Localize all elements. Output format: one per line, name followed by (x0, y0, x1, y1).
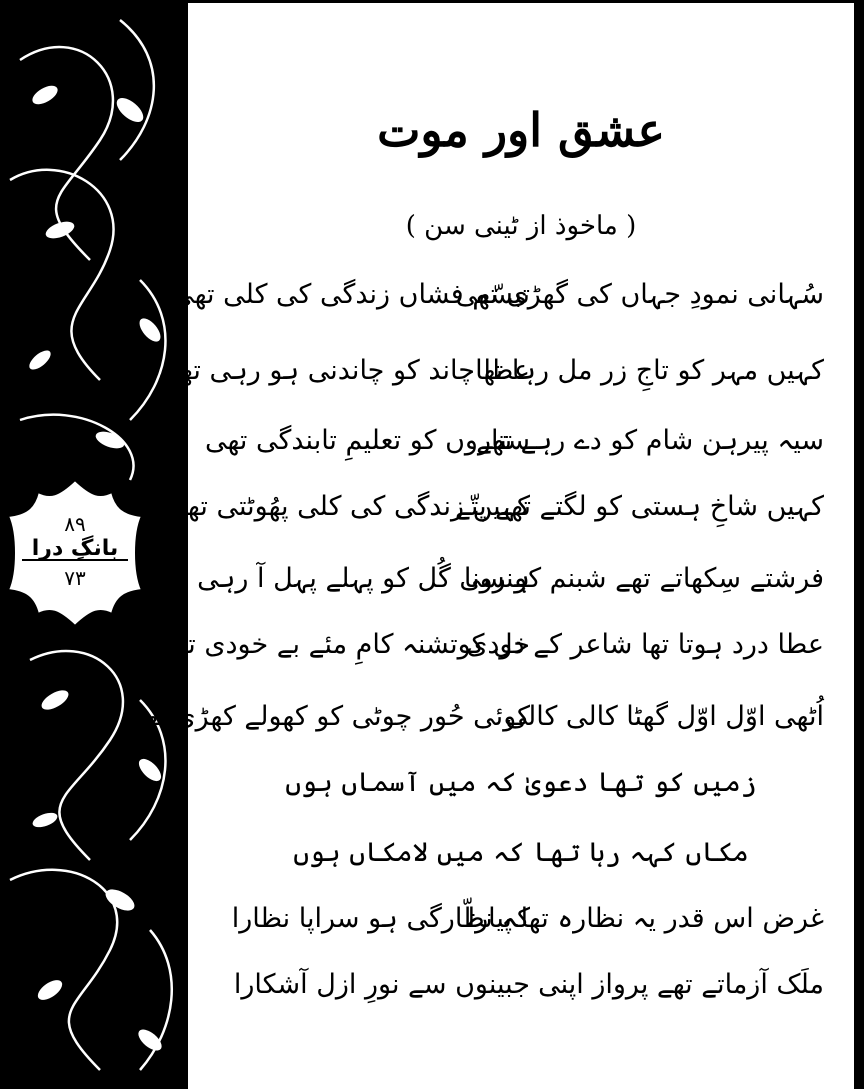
misra-second: جبینوں سے نورِ ازل آشکارا (233, 969, 530, 1000)
couplet (165, 491, 854, 541)
couplet (188, 425, 854, 475)
couplet (146, 563, 854, 613)
couplet (153, 629, 854, 679)
poem-subtitle: ( ماخوذ از ٹینی سن ) (405, 211, 637, 241)
misra-first: ملَک آزماتے تھے پرواز اپنی (538, 969, 824, 1000)
page-medallion (0, 478, 150, 628)
decorative-border (0, 0, 188, 1089)
poem-page (123, 0, 854, 1092)
center-line: مکاں کہہ رہا تھا کہ میں لامکاں ہوں (293, 837, 749, 868)
misra-first: فرشتے سِکھاتے تھے شبنم کو رونا (463, 563, 824, 594)
misra-first: اُٹھی اوّل اوّل گھٹا کالی کالی (505, 701, 824, 732)
book-title: بانگِ درا (31, 536, 119, 561)
couplet (172, 279, 854, 329)
misra-second: تبسّم فشاں زندگی کی کلی تھی (172, 279, 530, 310)
misra-second: ستاروں کو تعلیمِ تابندگی تھی (204, 425, 530, 456)
misra-second: ہنسی گُل کو پہلے پہل آ رہی تھی (146, 563, 530, 594)
center-line: زمیں کو تھا دعویٰ کہ میں آسماں ہوں (285, 767, 757, 798)
page-number-bottom: ۷۳ (64, 566, 86, 590)
misra-first: کہیں شاخِ ہستی کو لگتے تھے پتّے (455, 491, 824, 522)
misra-first: سُہانی نمودِ جہاں کی گھڑی تھی (455, 279, 824, 310)
misra-second: کہ نظّارگی ہو سراپا نظارا (231, 903, 530, 934)
page-edge (854, 0, 864, 1089)
misra-first: سیہ پیرہن شام کو دے رہے تھے (476, 425, 824, 456)
couplet (188, 969, 854, 1019)
misra-second: خودی تشنہ کامِ مئے بے خودی تھی (153, 629, 530, 660)
couplet (123, 701, 854, 751)
misra-second: کہیں زندگی کی کلی پھُوٹتی تھی (165, 491, 530, 522)
misra-second: کوئی حُور چوٹی کو کھولے کھڑی تھی (123, 701, 530, 732)
couplet (188, 903, 854, 953)
page-number-top: ۸۹ (64, 512, 86, 536)
misra-first: کہیں مہر کو تاجِ زر مل رہا تھا (475, 355, 824, 386)
poem-title: عشق اور موت (377, 103, 665, 157)
misra-second: عطا چاند کو چاندنی ہو رہی تھی (158, 355, 530, 386)
couplet (158, 355, 854, 405)
misra-first: عطا درد ہوتا تھا شاعر کے دل کو (457, 629, 824, 660)
misra-first: غرض اس قدر یہ نظارہ تھا پیارا (467, 903, 824, 934)
